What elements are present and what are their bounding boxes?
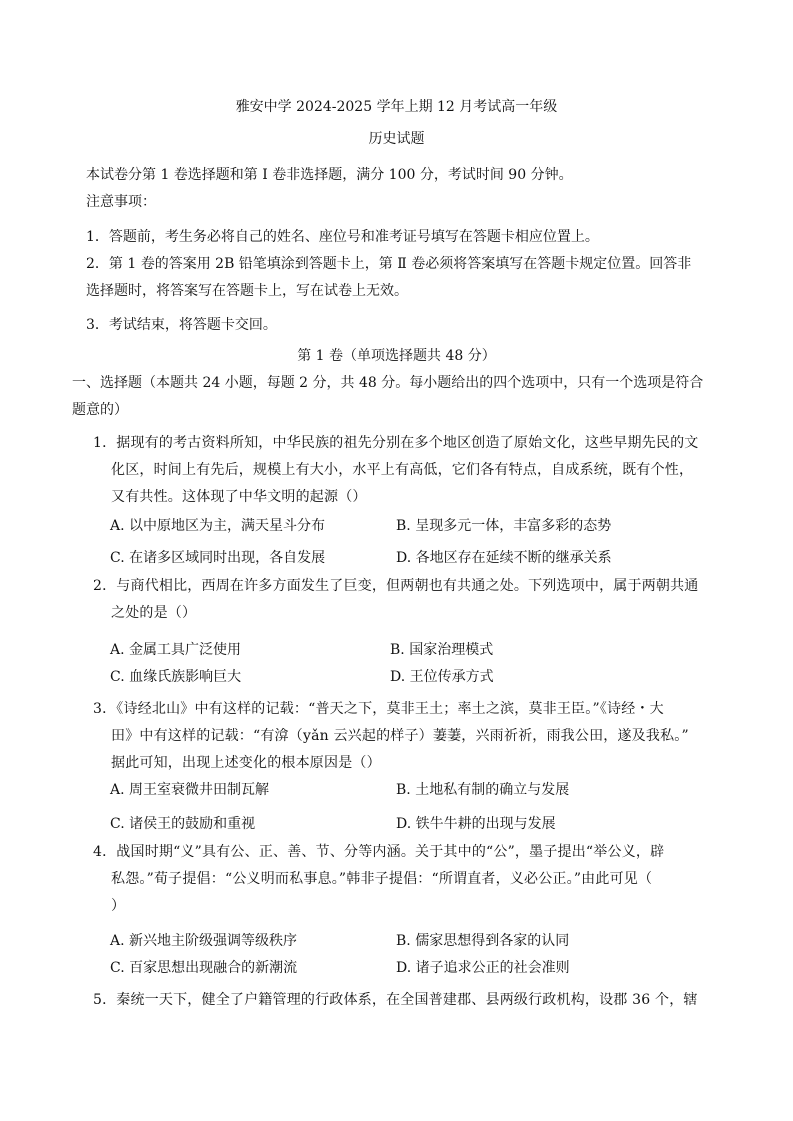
question-2-option-b: B. 国家治理模式 <box>390 642 494 658</box>
section-instruction: 一、选择题（本题共 24 小题，每题 2 分，共 48 分。每小题给出的四个选项中，只有一个选项是符合 <box>72 375 704 391</box>
notice-item-2-cont: 选择题时，将答案写在答题卡上，写在试卷上无效。 <box>86 283 408 299</box>
question-2-option-a: A. 金属工具广泛使用 <box>110 642 242 658</box>
question-3-stem-cont: 据此可知，出现上述变化的根本原因是（） <box>111 755 381 771</box>
question-4-stem-cont: 私怨。”荀子提倡：“公义明而私事息。”韩非子提倡：“所谓直者，义必公正。”由此可见（ <box>111 871 653 887</box>
question-3-stem-cont: 田》中有这样的记载：“有渰（yǎn 云兴起的样子）萋萋，兴雨祈祈，雨我公田，遂及我私。” <box>111 728 689 744</box>
section-instruction-cont: 题意的） <box>72 402 128 418</box>
question-4-stem: 4．战国时期“义”具有公、正、善、节、分等内涵。关于其中的“公”，墨子提出“举公义，辟 <box>93 844 665 860</box>
question-1-option-b: B. 呈现多元一体，丰富多彩的态势 <box>396 518 612 534</box>
notice-item-2: 2．第 1 卷的答案用 2B 铅笔填涂到答题卡上，第 Ⅱ 卷必须将答案填写在答题卡规定位置。回答非 <box>86 256 692 272</box>
section-title: 第 1 卷（单项选择题共 48 分） <box>297 348 496 364</box>
question-3-option-c: C. 诸侯王的鼓励和重视 <box>110 816 256 832</box>
question-2-option-d: D. 王位传承方式 <box>390 669 494 685</box>
question-1-stem-cont: 化区，时间上有先后，规模上有大小，水平上有高低，它们各有特点，自成系统，既有个性， <box>111 462 694 478</box>
question-1-stem: 1．据现有的考古资料所知，中华民族的祖先分别在多个地区创造了原始文化，这些早期先民的文 <box>93 435 699 451</box>
notice-item-1: 1．答题前，考生务必将自己的姓名、座位号和准考证号填写在答题卡相应位置上。 <box>86 229 599 245</box>
question-3-option-a: A. 周王室衰微井田制瓦解 <box>110 782 270 798</box>
question-4-option-a: A. 新兴地主阶级强调等级秩序 <box>110 933 298 949</box>
notice-heading: 注意事项： <box>86 194 156 210</box>
question-4-option-b: B. 儒家思想得到各家的认同 <box>396 933 570 949</box>
question-1-stem-cont: 又有共性。这体现了中华文明的起源（） <box>111 489 367 505</box>
intro-line: 本试卷分第 1 卷选择题和第 Ⅰ 卷非选择题，满分 100 分，考试时间 90 分钟。 <box>86 167 573 183</box>
question-2-stem: 2．与商代相比，西周在许多方面发生了巨变，但两朝也有共通之处。下列选项中，属于两朝共通 <box>93 578 699 594</box>
question-2-stem-cont: 之处的是（） <box>111 605 197 621</box>
question-5-stem: 5．秦统一天下，健全了户籍管理的行政体系，在全国普建郡、县两级行政机构，设郡 36 个，辖 <box>93 992 698 1008</box>
question-3-stem: 3．《诗经北山》中有这样的记载：“普天之下，莫非王土；率土之滨，莫非王臣。”《诗经・大 <box>93 701 664 717</box>
question-4-option-d: D. 诸子追求公正的社会准则 <box>396 960 570 976</box>
question-2-option-c: C. 血缘氏族影响巨大 <box>110 669 242 685</box>
question-1-option-d: D. 各地区存在延续不断的继承关系 <box>396 550 612 566</box>
question-1-option-a: A. 以中原地区为主，满天星斗分布 <box>110 518 326 534</box>
question-4-stem-cont: ） <box>111 898 126 914</box>
question-3-option-b: B. 土地私有制的确立与发展 <box>396 782 570 798</box>
question-3-option-d: D. 铁牛牛耕的出现与发展 <box>396 816 556 832</box>
question-4-option-c: C. 百家思想出现融合的新潮流 <box>110 960 298 976</box>
notice-item-3: 3．考试结束，将答题卡交回。 <box>86 317 277 333</box>
exam-title: 雅安中学 2024-2025 学年上期 12 月考试高一年级 <box>235 99 558 115</box>
subject-title: 历史试题 <box>368 131 425 147</box>
question-1-option-c: C. 在诸多区域同时出现，各自发展 <box>110 550 326 566</box>
